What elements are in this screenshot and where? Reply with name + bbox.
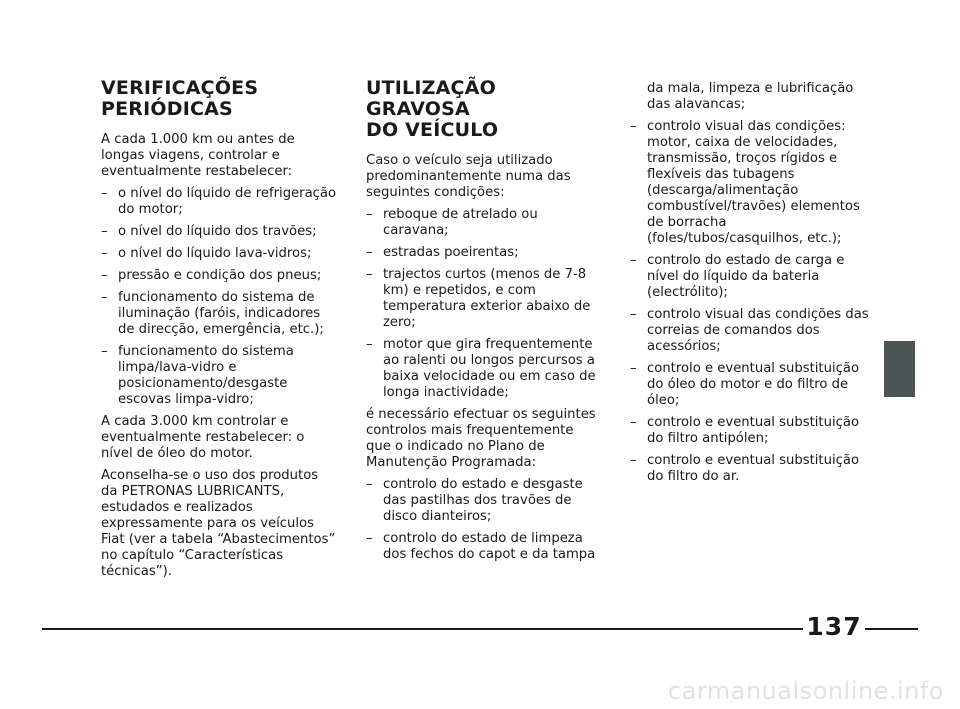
section-title-severe-usage bbox=[366, 78, 602, 141]
paragraph: A cada 3.000 km controlar e eventualmente restabelecer: o nível de óleo do motor. bbox=[101, 414, 305, 461]
section-title-periodic-checks bbox=[101, 78, 337, 120]
list-item-continuation: da mala, limpeza e lubrificação das alavancas; bbox=[647, 81, 854, 112]
paragraph: A cada 1.000 km ou antes de longas viagens, controlar e eventualmente restabelecer: bbox=[101, 132, 295, 179]
control-list-continued bbox=[630, 81, 870, 485]
title-line: PERIÓDICAS bbox=[101, 98, 233, 120]
list-item: – controlo visual das condições: motor, caixa de velocidades, transmissão, troços rígidos e flexíveis das tubagens (descarga/alimentação combustível/travões) elementos de borracha (foles/tubos/casquilhos, etc.); bbox=[630, 119, 870, 247]
footer-rule bbox=[42, 628, 918, 630]
list-item: – pressão e condição dos pneus; bbox=[101, 268, 337, 284]
control-list bbox=[366, 477, 602, 563]
list-item: – controlo do estado de carga e nível do líquido da bateria (electrólito); bbox=[630, 253, 870, 301]
list-item: – reboque de atrelado ou caravana; bbox=[366, 207, 602, 239]
list-item: – controlo e eventual substituição do filtro do ar. bbox=[630, 453, 870, 485]
list-item: – controlo do estado e desgaste das pastilhas dos travões de disco dianteiros; bbox=[366, 477, 602, 525]
list-item: – controlo e eventual substituição do filtro antipólen; bbox=[630, 415, 870, 447]
title-line: DO VEÍCULO bbox=[366, 119, 499, 141]
title-line: UTILIZAÇÃO GRAVOSA bbox=[366, 77, 496, 120]
check-list bbox=[101, 186, 337, 408]
list-item: – motor que gira frequentemente ao ralenti ou longos percursos a baixa velocidade ou em caso de longa inactividade; bbox=[366, 337, 602, 401]
list-item: – trajectos curtos (menos de 7-8 km) e repetidos, e com temperatura exterior abaixo de zero; bbox=[366, 267, 602, 331]
condition-list bbox=[366, 207, 602, 401]
list-item: – o nível do líquido de refrigeração do motor; bbox=[101, 186, 337, 218]
paragraph: Aconselha-se o uso dos produtos da PETRONAS LUBRICANTS, estudados e realizados expressamente para os veículos Fiat (ver a tabela “Abastecimentos” no capítulo “Características técnicas”). bbox=[101, 468, 336, 579]
list-item: – o nível do líquido lava-vidros; bbox=[101, 246, 337, 262]
page-number: 137 bbox=[803, 612, 865, 642]
title-line: VERIFICAÇÕES bbox=[101, 77, 259, 99]
list-item: – funcionamento do sistema limpa/lava-vidro e posicionamento/desgaste escovas limpa-vidro; bbox=[101, 344, 337, 408]
list-item: – funcionamento do sistema de iluminação (faróis, indicadores de direcção, emergência, etc.); bbox=[101, 290, 337, 338]
section-tab-marker bbox=[884, 341, 915, 397]
column-severe-usage-continued bbox=[630, 81, 870, 491]
column-periodic-checks bbox=[101, 78, 337, 586]
watermark-text: carmanualsonline.info bbox=[667, 677, 944, 705]
column-severe-usage bbox=[366, 78, 602, 569]
paragraph: Caso o veículo seja utilizado predominantemente numa das seguintes condições: bbox=[366, 153, 571, 200]
paragraph: é necessário efectuar os seguintes controlos mais frequentemente que o indicado no Plano de Manutenção Programada: bbox=[366, 407, 596, 470]
list-item: – controlo visual das condições das correias de comandos dos acessórios; bbox=[630, 307, 870, 355]
list-item: – controlo e eventual substituição do óleo do motor e do filtro de óleo; bbox=[630, 361, 870, 409]
list-item: – estradas poeirentas; bbox=[366, 245, 602, 261]
list-item: – controlo do estado de limpeza dos fechos do capot e da tampa bbox=[366, 531, 602, 563]
list-item: – o nível do líquido dos travões; bbox=[101, 224, 337, 240]
